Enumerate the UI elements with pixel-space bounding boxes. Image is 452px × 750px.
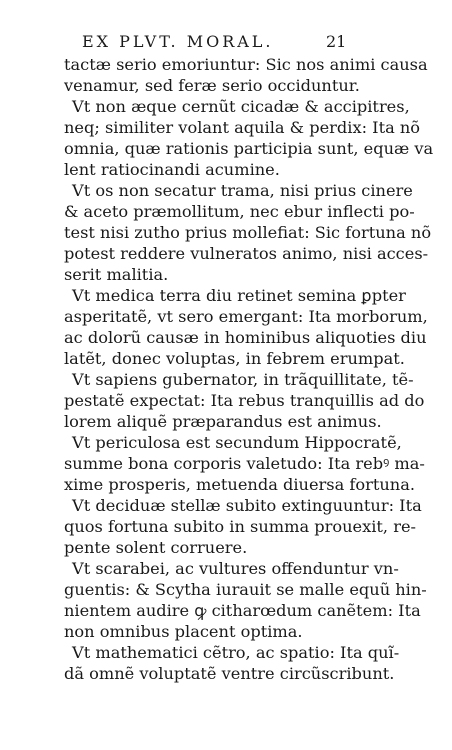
paragraph-start-line: Vt periculosa est secundum Hippocratẽ, <box>72 433 402 452</box>
text-line: latẽt, donec voluptas, in febrem erumpat. <box>64 349 405 368</box>
text-line: serit malitia. <box>64 265 169 284</box>
text-line: quos fortuna subito in summa prouexit, re- <box>64 517 416 536</box>
running-head <box>58 31 358 53</box>
text-line: potest reddere vulneratos animo, nisi acces- <box>64 244 429 263</box>
body-text <box>64 54 434 684</box>
text-line: omnia, quæ rationis participia sunt, equæ va <box>64 139 434 158</box>
paragraph-start-line: Vt deciduæ stellæ subito extinguuntur: Ita <box>72 496 422 515</box>
text-line: neq; similiter volant aquila & perdix: Ita nõ <box>64 118 421 137</box>
text-line: test nisi zutho prius mollefiat: Sic fortuna nõ <box>64 223 432 242</box>
text-line: venamur, sed feræ serio occiduntur. <box>64 76 360 95</box>
text-line: summe bona corporis valetudo: Ita rebꝰ ma- <box>64 454 425 473</box>
text-line: pestatẽ expectat: Ita rebus tranquillis ad do <box>64 391 425 410</box>
text-line: guentis: & Scytha iurauit se malle equũ hin- <box>64 580 427 599</box>
text-line: lent ratiocinandi acumine. <box>64 160 280 179</box>
text-line: tactæ serio emoriuntur: Sic nos animi causa <box>64 55 428 74</box>
text-line: & aceto præmollitum, nec ebur inflecti po- <box>64 202 415 221</box>
running-title: EX PLVT. MORAL. <box>82 32 274 51</box>
paragraph-start-line: Vt sapiens gubernator, in trãquillitate, tẽ- <box>72 370 414 389</box>
text-line: nientem audire ꝙ citharœdum canẽtem: Ita <box>64 601 421 620</box>
text-line: xime prosperis, metuenda diuersa fortuna. <box>64 475 416 494</box>
page-number: 21 <box>326 32 347 51</box>
text-line: ac dolorũ causæ in hominibus aliquoties diu <box>64 328 427 347</box>
paragraph-start-line: Vt medica terra diu retinet semina ꝑpter <box>72 286 406 305</box>
paragraph-start-line: Vt os non secatur trama, nisi prius cinere <box>72 181 413 200</box>
text-line: lorem aliquẽ præparandus est animus. <box>64 412 382 431</box>
text-line: asperitatẽ, vt sero emergant: Ita morborum, <box>64 307 428 326</box>
paragraph-start-line: Vt mathematici cẽtro, ac spatio: Ita quĩ- <box>72 643 400 662</box>
text-line: non omnibus placent optima. <box>64 622 303 641</box>
text-line: pente solent corruere. <box>64 538 248 557</box>
paragraph-start-line: Vt scarabei, ac vultures offenduntur vn- <box>72 559 399 578</box>
paragraph-start-line: Vt non æque cernũt cicadæ & accipitres, <box>72 97 410 116</box>
text-line: dã omnẽ voluptatẽ ventre circũscribunt. <box>64 664 395 683</box>
